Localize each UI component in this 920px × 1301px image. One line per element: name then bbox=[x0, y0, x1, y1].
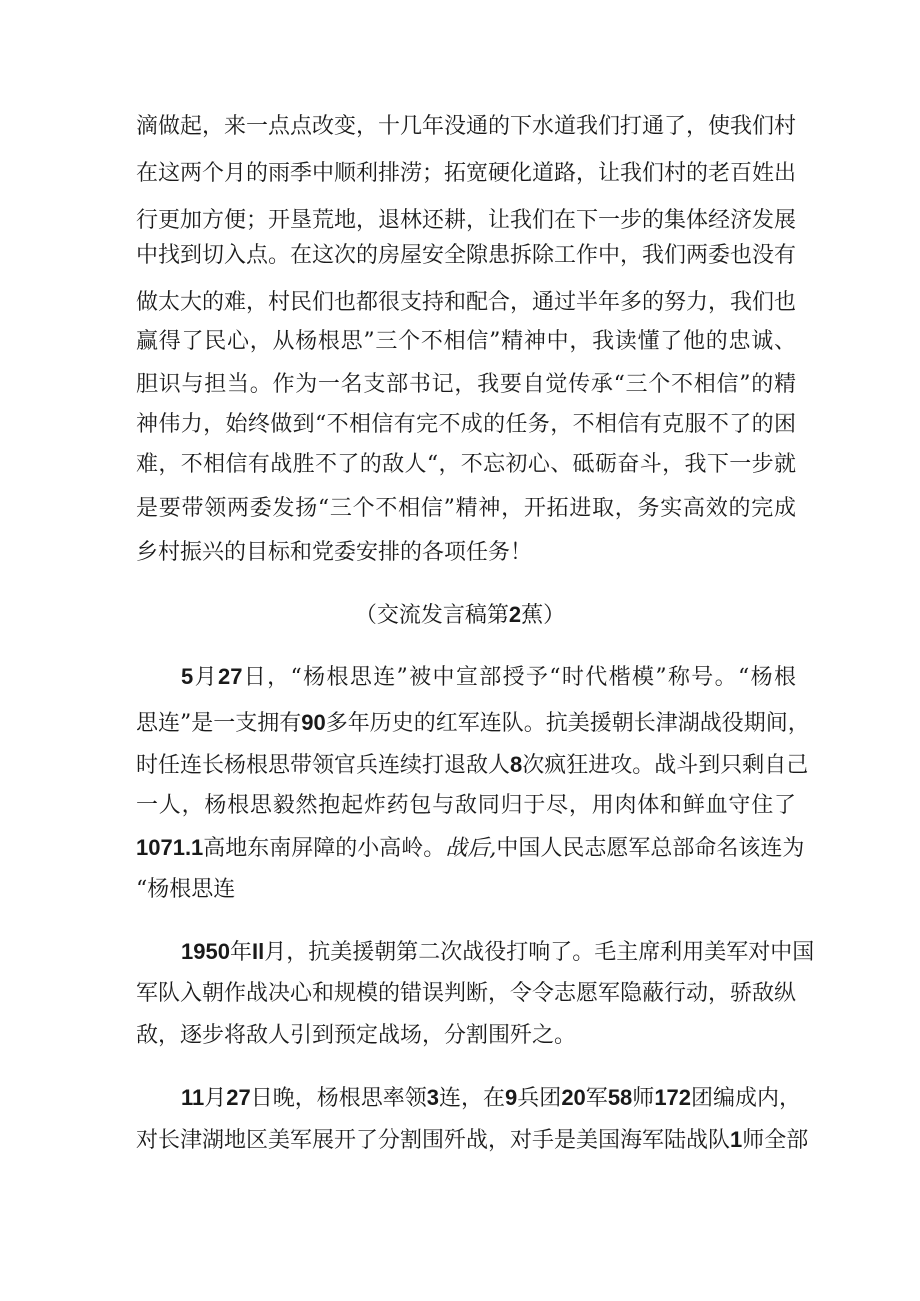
text-run: 月，抗美援朝第二次战役打响了。毛主席利用美军对中国 bbox=[264, 940, 815, 965]
section-heading bbox=[0, 600, 920, 631]
text-run: 高地东南屏障的小高岭。 bbox=[203, 836, 446, 861]
text-run: 中国人民志愿军总部命名该连为 bbox=[496, 836, 805, 861]
number-text: Il bbox=[251, 939, 265, 964]
text-line: 难，不相信有战胜不了的敌人“，不忘初心、砥砺奋斗，我下一步就 bbox=[136, 452, 796, 477]
text-run: 师 bbox=[632, 1086, 655, 1111]
number-text: 27 bbox=[226, 1085, 251, 1110]
text-line: 乡村振兴的目标和党委安排的各项任务！ bbox=[136, 540, 533, 565]
number-text: 5 bbox=[181, 664, 194, 689]
text-line bbox=[136, 750, 809, 781]
text-run: 次疯狂进攻。战斗到只剩自己 bbox=[522, 753, 809, 778]
text-run: 时任连长杨根思带领官兵连续打退敌人 bbox=[136, 753, 511, 778]
text-line: 胆识与担当。作为一名支部书记，我要自觉传承“三个不相信”的精 bbox=[136, 372, 796, 397]
text-line: 行更加方便；开垦荒地，退林还耕，让我们在下一步的集体经济发展 bbox=[136, 208, 797, 233]
text-line: 做太大的难，村民们也都很支持和配合，通过半年多的努力，我们也 bbox=[136, 290, 797, 315]
number-text: 1 bbox=[730, 1127, 743, 1152]
text-line: 神伟力，始终做到“不相信有完不成的任务，不相信有克服不了的困 bbox=[136, 412, 796, 437]
number-text: 11 bbox=[181, 1085, 205, 1110]
heading-prefix: （交流发言稿第 bbox=[354, 603, 509, 628]
text-line: 赢得了民心，从杨根思”三个不相信”精神中，我读懂了他的忠诚、 bbox=[136, 329, 796, 354]
text-run: 月 bbox=[193, 665, 218, 690]
text-line: 中找到切入点。在这次的房屋安全隙患拆除工作中，我们两委也没有 bbox=[136, 243, 797, 268]
text-line bbox=[136, 1125, 809, 1156]
text-line bbox=[181, 937, 815, 968]
text-run: 日，“杨根思连”被中宣部授予“时代楷模”称号。“杨根 bbox=[242, 665, 796, 690]
text-run: 兵团 bbox=[517, 1086, 562, 1111]
text-line: 一人，杨根思毅然抱起炸药包与敌同归于尽，用肉体和鲜血守住了 bbox=[136, 793, 796, 818]
text-line: 敌，逐步将敌人引到预定战场，分割围歼之。 bbox=[136, 1023, 577, 1048]
number-text: 3 bbox=[426, 1085, 440, 1110]
number-text: 20 bbox=[561, 1085, 586, 1110]
text-run: 思连”是一支拥有 bbox=[136, 711, 302, 736]
text-run: 年 bbox=[229, 940, 252, 965]
number-text: 9 bbox=[505, 1085, 518, 1110]
text-line: 在这两个月的雨季中顺利排涝；拓宽硬化道路，让我们村的老百姓出 bbox=[136, 161, 797, 186]
text-run: 连，在 bbox=[439, 1086, 506, 1111]
number-text: 90 bbox=[301, 710, 326, 735]
number-text: 8 bbox=[510, 752, 523, 777]
text-run: 日晚，杨根思率领 bbox=[250, 1086, 427, 1111]
text-run: 对长津湖地区美军展开了分割围歼战，对手是美国海军陆战队 bbox=[136, 1128, 731, 1153]
text-run: 师全部 bbox=[742, 1128, 809, 1153]
text-line bbox=[181, 1083, 802, 1114]
number-text: 1071.1 bbox=[136, 835, 204, 860]
text-line bbox=[181, 662, 796, 693]
italic-text: 战后, bbox=[445, 836, 497, 861]
text-line: “杨根思连 bbox=[136, 877, 236, 902]
number-text: 172 bbox=[654, 1085, 692, 1110]
number-text: 1950 bbox=[181, 939, 230, 964]
heading-suffix: 蕉） bbox=[521, 603, 566, 628]
text-line: 滴做起，来一点点改变，十几年没通的下水道我们打通了，使我们村 bbox=[136, 114, 797, 139]
number-text: 58 bbox=[607, 1085, 633, 1110]
text-line bbox=[136, 708, 810, 739]
text-run: 多年历史的红军连队。抗美援朝长津湖战役期间， bbox=[325, 711, 810, 736]
number-text: 27 bbox=[217, 664, 243, 689]
text-line: 军队入朝作战决心和规模的错误判断，令令志愿军隐蔽行动，骄敌纵 bbox=[136, 981, 797, 1006]
text-line bbox=[136, 833, 805, 864]
text-run: 月 bbox=[204, 1086, 227, 1111]
heading-number: 2 bbox=[508, 602, 522, 627]
text-run: 团编成内， bbox=[691, 1086, 802, 1111]
text-line: 是要带领两委发扬“三个不相信”精神，开拓进取，务实高效的完成 bbox=[136, 496, 796, 521]
text-run: 军 bbox=[585, 1086, 608, 1111]
